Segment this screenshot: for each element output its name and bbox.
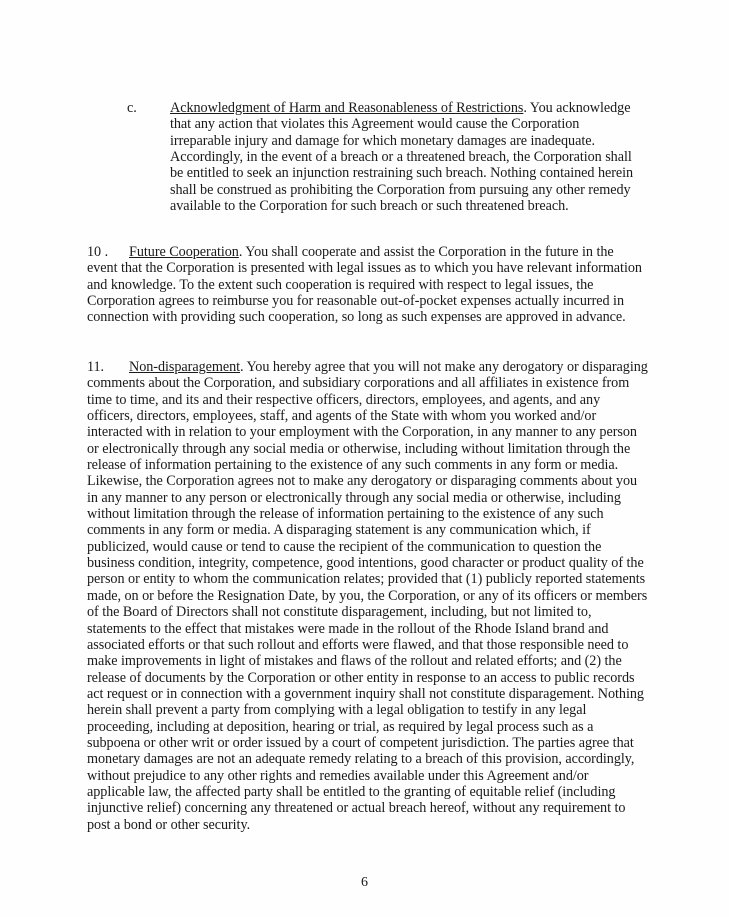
section-c-body: . You acknowledge that any action that violates this Agreement would cause the Corporation irreparable injury and damage for which monetary damages are inadequate. Accordingly, in the event of a breach or a threatened breach, the Corporation shall be entitled to seek an injunction restraining such breach. Nothing contained herein shall be construed as prohibiting the Corporation from pursuing any other remedy available to the Corporation for such breach or such threatened breach. [170, 100, 634, 215]
section-11-body: . You hereby agree that you will not make any derogatory or disparaging comments about the Corporation, and subsidiary corporations and all affiliates in existence from time to time, and its and their respective officers, directors, employees, and agents, and any officers, directors, employees, staff, and agents of the State with whom you worked and/or interacted with in relation to your employment with the Corporation, in any manner to any person or electronically through any social media or otherwise, including without limitation through the release of information pertaining to the existence of any such comments in any form or media. Likewise, the Corporation agrees not to make any derogatory or disparaging comments about you in any manner to any person or electronically through any social media or otherwise, including without limitation through the release of information pertaining to the existence of any such comments in any form or media. A disparaging statement is any communication which, if publicized, would cause or tend to cause the recipient of the communication to question the business condition, integrity, competence, good intentions, good character or product quality of the person or entity to whom the communication relates; provided that (1) publicly reported statements made, on or before the Resignation Date, by you, the Corporation, or any of its officers or members of the Board of Directors shall not constitute disparagement, including, but not limited to, statements to the effect that mistakes were made in the rollout of the Rhode Island brand and associated efforts or that such rollout and efforts were flawed, and that those responsible need to make improvements in light of mistakes and flaws of the rollout and related efforts; and (2) the release of documents by the Corporation or other entity in response to an access to public records act request or in connection with a government inquiry shall not constitute disparagement. Nothing herein shall prevent a party from complying with a legal obligation to testify in any legal proceeding, including at deposition, hearing or trial, as required by legal process such as a subpoena or other writ or order issued by a court of competent jurisdiction. The parties agree that monetary damages are not an adequate remedy relating to a breach of this provision, accordingly, without prejudice to any other rights and remedies available under this Agreement and/or applicable law, the affected party shall be entitled to the granting of equitable relief (including injunctive relief) concerning any threatened or actual breach hereof, without any requirement to post a bond or other security. [87, 359, 648, 833]
section-10-future-cooperation [87, 244, 647, 326]
section-10-heading: Future Cooperation [129, 244, 239, 260]
section-11-non-disparagement [87, 359, 649, 833]
page-number: 6 [361, 875, 368, 890]
section-c-heading: Acknowledgment of Harm and Reasonableness of Restrictions [170, 100, 524, 116]
section-10-body: . You shall cooperate and assist the Corporation in the future in the event that the Corporation is presented with legal issues as to which you have relevant information and knowledge. To the extent such cooperation is required with respect to legal issues, the Corporation agrees to reimburse you for reasonable out-of-pocket expenses actually incurred in connection with providing such cooperation, so long as such expenses are approved in advance. [87, 244, 642, 326]
section-10-number: 10 . [87, 244, 109, 260]
section-c-label: c. [127, 100, 137, 116]
section-c-acknowledgment-of-harm [127, 100, 640, 215]
section-11-number: 11. [87, 359, 105, 375]
section-11-heading: Non-disparagement [129, 359, 241, 375]
